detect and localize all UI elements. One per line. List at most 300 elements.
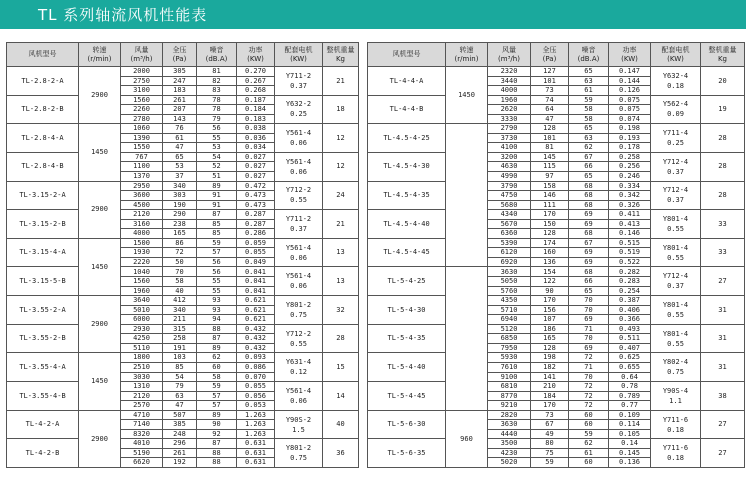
motor-cell: Y801-4 0.55 xyxy=(651,296,701,325)
noise-cell: 66 xyxy=(569,277,609,287)
title-banner xyxy=(0,0,750,29)
weight-cell: 28 xyxy=(701,181,745,210)
motor-cell: Y561-4 0.06 xyxy=(275,152,323,181)
power-cell: 0.178 xyxy=(609,143,651,153)
pressure-cell: 107 xyxy=(531,315,569,325)
weight-cell: 28 xyxy=(701,152,745,181)
weight-cell: 27 xyxy=(701,439,745,468)
pressure-cell: 54 xyxy=(163,372,197,382)
power-cell: 0.472 xyxy=(237,181,275,191)
noise-cell: 58 xyxy=(569,105,609,115)
model-cell: TL-5-4-40 xyxy=(368,353,446,382)
table-row xyxy=(7,124,359,134)
pressure-cell: 73 xyxy=(531,86,569,96)
power-cell: 0.14 xyxy=(609,439,651,449)
power-cell: 0.036 xyxy=(237,133,275,143)
airflow-cell: 2790 xyxy=(488,124,531,134)
noise-cell: 65 xyxy=(569,172,609,182)
pressure-cell: 61 xyxy=(163,133,197,143)
noise-cell: 60 xyxy=(569,420,609,430)
table-row xyxy=(7,353,359,363)
pressure-cell: 303 xyxy=(163,191,197,201)
pressure-cell: 40 xyxy=(163,286,197,296)
power-cell: 0.041 xyxy=(237,267,275,277)
pressure-cell: 128 xyxy=(531,229,569,239)
noise-cell: 61 xyxy=(569,86,609,96)
airflow-cell: 1310 xyxy=(121,382,163,392)
power-cell: 0.522 xyxy=(609,257,651,267)
pressure-cell: 64 xyxy=(531,105,569,115)
weight-cell: 12 xyxy=(323,124,359,153)
model-cell: TL-2.8-2-A xyxy=(7,67,79,96)
noise-cell: 52 xyxy=(197,162,237,172)
airflow-cell: 3200 xyxy=(488,152,531,162)
weight-cell: 21 xyxy=(323,67,359,96)
pressure-cell: 211 xyxy=(163,315,197,325)
pressure-cell: 128 xyxy=(531,124,569,134)
model-cell: TL-3.15-5-B xyxy=(7,267,79,296)
header-noise: 噪音 (dB.A) xyxy=(197,43,237,67)
motor-cell: Y801-4 0.55 xyxy=(651,210,701,239)
table-row xyxy=(7,181,359,191)
speed-cell: 960 xyxy=(446,410,488,467)
noise-cell: 67 xyxy=(569,152,609,162)
pressure-cell: 158 xyxy=(531,181,569,191)
noise-cell: 90 xyxy=(197,420,237,430)
noise-cell: 87 xyxy=(197,334,237,344)
weight-cell: 19 xyxy=(701,95,745,124)
motor-cell: Y561-4 0.06 xyxy=(275,267,323,296)
airflow-cell: 3630 xyxy=(488,267,531,277)
power-cell: 0.432 xyxy=(237,343,275,353)
noise-cell: 94 xyxy=(197,315,237,325)
pressure-cell: 207 xyxy=(163,105,197,115)
power-cell: 0.473 xyxy=(237,200,275,210)
model-cell: TL-5-4-25 xyxy=(368,267,446,296)
noise-cell: 93 xyxy=(197,296,237,306)
airflow-cell: 3640 xyxy=(121,296,163,306)
power-cell: 0.183 xyxy=(237,114,275,124)
motor-cell: Y712-4 0.37 xyxy=(651,181,701,210)
weight-cell: 12 xyxy=(323,152,359,181)
table-row xyxy=(368,152,745,162)
noise-cell: 65 xyxy=(569,67,609,77)
pressure-cell: 53 xyxy=(163,162,197,172)
airflow-cell: 9100 xyxy=(488,372,531,382)
airflow-cell: 5050 xyxy=(488,277,531,287)
motor-cell: Y561-4 0.06 xyxy=(275,238,323,267)
model-cell: TL-4-4-B xyxy=(368,95,446,124)
pressure-cell: 412 xyxy=(163,296,197,306)
noise-cell: 57 xyxy=(197,401,237,411)
pressure-cell: 258 xyxy=(163,334,197,344)
table-row xyxy=(368,410,745,420)
airflow-cell: 4350 xyxy=(488,296,531,306)
power-cell: 0.406 xyxy=(609,305,651,315)
noise-cell: 72 xyxy=(569,401,609,411)
power-cell: 1.263 xyxy=(237,429,275,439)
airflow-cell: 4230 xyxy=(488,448,531,458)
pressure-cell: 184 xyxy=(531,391,569,401)
noise-cell: 69 xyxy=(569,248,609,258)
airflow-cell: 4010 xyxy=(121,439,163,449)
power-cell: 1.263 xyxy=(237,420,275,430)
power-cell: 0.056 xyxy=(237,391,275,401)
power-cell: 0.254 xyxy=(609,286,651,296)
noise-cell: 92 xyxy=(197,429,237,439)
airflow-cell: 1550 xyxy=(121,143,163,153)
header-power: 功率 (KW) xyxy=(609,43,651,67)
weight-cell: 40 xyxy=(323,410,359,439)
pressure-cell: 261 xyxy=(163,95,197,105)
pressure-cell: 81 xyxy=(531,143,569,153)
airflow-cell: 5390 xyxy=(488,238,531,248)
noise-cell: 89 xyxy=(197,410,237,420)
performance-table-left xyxy=(6,42,359,468)
power-cell: 0.041 xyxy=(237,286,275,296)
power-cell: 0.621 xyxy=(237,296,275,306)
model-cell: TL-4.5-4-35 xyxy=(368,181,446,210)
speed-cell xyxy=(446,267,488,410)
pressure-cell: 210 xyxy=(531,382,569,392)
header-motor: 配套电机 (KW) xyxy=(275,43,323,67)
pressure-cell: 59 xyxy=(531,458,569,468)
pressure-cell: 65 xyxy=(163,152,197,162)
airflow-cell: 5760 xyxy=(488,286,531,296)
airflow-cell: 9210 xyxy=(488,401,531,411)
model-cell: TL-4-2-A xyxy=(7,410,79,439)
table-row xyxy=(368,210,745,220)
motor-cell: Y711-4 0.25 xyxy=(651,124,701,153)
airflow-cell: 6360 xyxy=(488,229,531,239)
pressure-cell: 340 xyxy=(163,305,197,315)
power-cell: 0.268 xyxy=(237,86,275,96)
airflow-cell: 5110 xyxy=(121,343,163,353)
speed-cell: 2900 xyxy=(79,410,121,467)
airflow-cell: 1960 xyxy=(488,95,531,105)
noise-cell: 72 xyxy=(569,391,609,401)
weight-cell: 27 xyxy=(701,267,745,296)
noise-cell: 88 xyxy=(197,448,237,458)
noise-cell: 88 xyxy=(197,324,237,334)
power-cell: 0.78 xyxy=(609,382,651,392)
pressure-cell: 238 xyxy=(163,219,197,229)
motor-cell: Y632-4 0.18 xyxy=(651,67,701,96)
pressure-cell: 50 xyxy=(163,257,197,267)
noise-cell: 55 xyxy=(197,133,237,143)
pressure-cell: 76 xyxy=(163,124,197,134)
airflow-cell: 3730 xyxy=(488,133,531,143)
noise-cell: 56 xyxy=(197,257,237,267)
speed-cell: 2900 xyxy=(79,181,121,238)
table-row xyxy=(368,439,745,449)
noise-cell: 89 xyxy=(197,343,237,353)
model-cell: TL-3.15-4-A xyxy=(7,238,79,267)
airflow-cell: 5010 xyxy=(121,305,163,315)
noise-cell: 53 xyxy=(197,143,237,153)
header-model: 风机型号 xyxy=(368,43,446,67)
power-cell: 0.074 xyxy=(609,114,651,124)
noise-cell: 68 xyxy=(569,229,609,239)
noise-cell: 60 xyxy=(569,410,609,420)
pressure-cell: 75 xyxy=(531,448,569,458)
airflow-cell: 7610 xyxy=(488,362,531,372)
power-cell: 0.511 xyxy=(609,334,651,344)
table-row xyxy=(7,410,359,420)
pressure-cell: 170 xyxy=(531,401,569,411)
noise-cell: 71 xyxy=(569,324,609,334)
power-cell: 0.049 xyxy=(237,257,275,267)
motor-cell: Y90S-4 1.1 xyxy=(651,382,701,411)
power-cell: 0.027 xyxy=(237,162,275,172)
power-cell: 0.055 xyxy=(237,382,275,392)
noise-cell: 61 xyxy=(569,448,609,458)
motor-cell: Y712-4 0.37 xyxy=(651,267,701,296)
airflow-cell: 2930 xyxy=(121,324,163,334)
noise-cell: 82 xyxy=(197,76,237,86)
power-cell: 0.146 xyxy=(609,229,651,239)
airflow-cell: 1060 xyxy=(121,124,163,134)
pressure-cell: 182 xyxy=(531,362,569,372)
power-cell: 0.034 xyxy=(237,143,275,153)
power-cell: 0.075 xyxy=(609,105,651,115)
airflow-cell: 2570 xyxy=(121,401,163,411)
airflow-cell: 6940 xyxy=(488,315,531,325)
motor-cell: Y801-4 0.55 xyxy=(651,324,701,353)
pressure-cell: 85 xyxy=(163,362,197,372)
airflow-cell: 767 xyxy=(121,152,163,162)
speed-cell: 1450 xyxy=(79,238,121,295)
weight-cell: 13 xyxy=(323,238,359,267)
noise-cell: 70 xyxy=(569,334,609,344)
pressure-cell: 507 xyxy=(163,410,197,420)
airflow-cell: 5190 xyxy=(121,448,163,458)
power-cell: 0.342 xyxy=(609,191,651,201)
pressure-cell: 86 xyxy=(163,238,197,248)
banner-edge xyxy=(746,0,750,29)
weight-cell: 24 xyxy=(323,181,359,210)
airflow-cell: 4630 xyxy=(488,162,531,172)
noise-cell: 63 xyxy=(569,133,609,143)
pressure-cell: 111 xyxy=(531,200,569,210)
motor-cell: Y711-6 0.18 xyxy=(651,439,701,468)
pressure-cell: 192 xyxy=(163,458,197,468)
airflow-cell: 6000 xyxy=(121,315,163,325)
noise-cell: 83 xyxy=(197,86,237,96)
noise-cell: 60 xyxy=(569,458,609,468)
power-cell: 0.621 xyxy=(237,315,275,325)
power-cell: 0.055 xyxy=(237,248,275,258)
power-cell: 0.631 xyxy=(237,458,275,468)
pressure-cell: 79 xyxy=(163,382,197,392)
power-cell: 0.193 xyxy=(609,133,651,143)
pressure-cell: 47 xyxy=(531,114,569,124)
airflow-cell: 2260 xyxy=(121,105,163,115)
noise-cell: 70 xyxy=(569,296,609,306)
header-speed: 转速 (r/min) xyxy=(446,43,488,67)
pressure-cell: 37 xyxy=(163,172,197,182)
weight-cell: 18 xyxy=(323,95,359,124)
pressure-cell: 261 xyxy=(163,448,197,458)
speed-cell: 2900 xyxy=(79,296,121,353)
header-power: 功率 (KW) xyxy=(237,43,275,67)
power-cell: 0.283 xyxy=(609,277,651,287)
noise-cell: 88 xyxy=(197,458,237,468)
pressure-cell: 186 xyxy=(531,324,569,334)
motor-cell: Y632-2 0.25 xyxy=(275,95,323,124)
noise-cell: 65 xyxy=(569,286,609,296)
model-cell: TL-4-4-A xyxy=(368,67,446,96)
weight-cell: 33 xyxy=(701,210,745,239)
model-cell: TL-2.8-4-B xyxy=(7,152,79,181)
noise-cell: 87 xyxy=(197,439,237,449)
weight-cell: 38 xyxy=(701,382,745,411)
pressure-cell: 72 xyxy=(163,248,197,258)
performance-table-right xyxy=(367,42,745,468)
noise-cell: 69 xyxy=(569,210,609,220)
noise-cell: 65 xyxy=(569,124,609,134)
airflow-cell: 2950 xyxy=(121,181,163,191)
power-cell: 0.519 xyxy=(609,248,651,258)
table-row xyxy=(7,296,359,306)
pressure-cell: 101 xyxy=(531,133,569,143)
power-cell: 0.126 xyxy=(609,86,651,96)
power-cell: 0.515 xyxy=(609,238,651,248)
airflow-cell: 2510 xyxy=(121,362,163,372)
weight-cell: 36 xyxy=(323,439,359,468)
airflow-cell: 3440 xyxy=(488,76,531,86)
header-row xyxy=(368,43,745,67)
model-cell: TL-3.15-2-B xyxy=(7,210,79,239)
header-weight: 整机重量 Kg xyxy=(323,43,359,67)
weight-cell: 13 xyxy=(323,267,359,296)
noise-cell: 68 xyxy=(569,267,609,277)
model-cell: TL-3.55-2-A xyxy=(7,296,79,325)
airflow-cell: 5670 xyxy=(488,219,531,229)
airflow-cell: 3600 xyxy=(121,191,163,201)
power-cell: 0.147 xyxy=(609,67,651,77)
speed-cell: 2900 xyxy=(79,67,121,124)
noise-cell: 69 xyxy=(569,343,609,353)
model-cell: TL-3.55-4-B xyxy=(7,382,79,411)
airflow-cell: 4990 xyxy=(488,172,531,182)
airflow-cell: 1930 xyxy=(121,248,163,258)
noise-cell: 59 xyxy=(197,238,237,248)
noise-cell: 70 xyxy=(569,372,609,382)
airflow-cell: 3100 xyxy=(121,86,163,96)
pressure-cell: 47 xyxy=(163,143,197,153)
pressure-cell: 122 xyxy=(531,277,569,287)
power-cell: 0.246 xyxy=(609,172,651,182)
power-cell: 0.027 xyxy=(237,152,275,162)
motor-cell: Y801-4 0.55 xyxy=(651,238,701,267)
airflow-cell: 8320 xyxy=(121,429,163,439)
airflow-cell: 1500 xyxy=(121,238,163,248)
pressure-cell: 145 xyxy=(531,152,569,162)
table-row xyxy=(368,267,745,277)
pressure-cell: 296 xyxy=(163,439,197,449)
airflow-cell: 5120 xyxy=(488,324,531,334)
pressure-cell: 315 xyxy=(163,324,197,334)
pressure-cell: 340 xyxy=(163,181,197,191)
pressure-cell: 305 xyxy=(163,67,197,77)
power-cell: 0.334 xyxy=(609,181,651,191)
motor-cell: Y631-4 0.12 xyxy=(275,353,323,382)
pressure-cell: 160 xyxy=(531,248,569,258)
power-cell: 0.187 xyxy=(237,95,275,105)
weight-cell: 31 xyxy=(701,324,745,353)
airflow-cell: 7950 xyxy=(488,343,531,353)
airflow-cell: 6810 xyxy=(488,382,531,392)
airflow-cell: 3630 xyxy=(488,420,531,430)
airflow-cell: 1040 xyxy=(121,267,163,277)
noise-cell: 68 xyxy=(569,191,609,201)
noise-cell: 62 xyxy=(569,143,609,153)
noise-cell: 69 xyxy=(569,219,609,229)
model-cell: TL-5-4-35 xyxy=(368,324,446,353)
noise-cell: 59 xyxy=(569,429,609,439)
power-cell: 0.413 xyxy=(609,219,651,229)
table-row xyxy=(368,296,745,306)
power-cell: 0.184 xyxy=(237,105,275,115)
header-motor: 配套电机 (KW) xyxy=(651,43,701,67)
model-cell: TL-2.8-4-A xyxy=(7,124,79,153)
airflow-cell: 4000 xyxy=(488,86,531,96)
power-cell: 0.631 xyxy=(237,439,275,449)
motor-cell: Y90S-2 1.5 xyxy=(275,410,323,439)
table-row xyxy=(368,124,745,134)
weight-cell: 14 xyxy=(323,382,359,411)
header-model: 风机型号 xyxy=(7,43,79,67)
table-row xyxy=(7,210,359,220)
noise-cell: 79 xyxy=(197,114,237,124)
pressure-cell: 127 xyxy=(531,67,569,77)
power-cell: 1.263 xyxy=(237,410,275,420)
airflow-cell: 5680 xyxy=(488,200,531,210)
motor-cell: Y561-4 0.06 xyxy=(275,382,323,411)
noise-cell: 59 xyxy=(569,95,609,105)
airflow-cell: 4710 xyxy=(121,410,163,420)
header-row xyxy=(7,43,359,67)
pressure-cell: 101 xyxy=(531,76,569,86)
noise-cell: 91 xyxy=(197,191,237,201)
pressure-cell: 150 xyxy=(531,219,569,229)
pressure-cell: 170 xyxy=(531,296,569,306)
header-airflow: 风量 (m³/h) xyxy=(488,43,531,67)
airflow-cell: 6850 xyxy=(488,334,531,344)
noise-cell: 68 xyxy=(569,181,609,191)
pressure-cell: 198 xyxy=(531,353,569,363)
power-cell: 0.473 xyxy=(237,191,275,201)
header-noise: 噪音 (dB.A) xyxy=(569,43,609,67)
pressure-cell: 143 xyxy=(163,114,197,124)
power-cell: 0.789 xyxy=(609,391,651,401)
table-row xyxy=(7,238,359,248)
airflow-cell: 4500 xyxy=(121,200,163,210)
airflow-cell: 4100 xyxy=(488,143,531,153)
noise-cell: 89 xyxy=(197,181,237,191)
speed-cell: 1450 xyxy=(79,124,121,181)
airflow-cell: 2780 xyxy=(121,114,163,124)
noise-cell: 62 xyxy=(569,439,609,449)
noise-cell: 87 xyxy=(197,210,237,220)
weight-cell: 15 xyxy=(323,353,359,382)
table-row xyxy=(7,382,359,392)
noise-cell: 85 xyxy=(197,219,237,229)
power-cell: 0.493 xyxy=(609,324,651,334)
header-pressure: 全压 (Pa) xyxy=(163,43,197,67)
weight-cell: 28 xyxy=(323,324,359,353)
